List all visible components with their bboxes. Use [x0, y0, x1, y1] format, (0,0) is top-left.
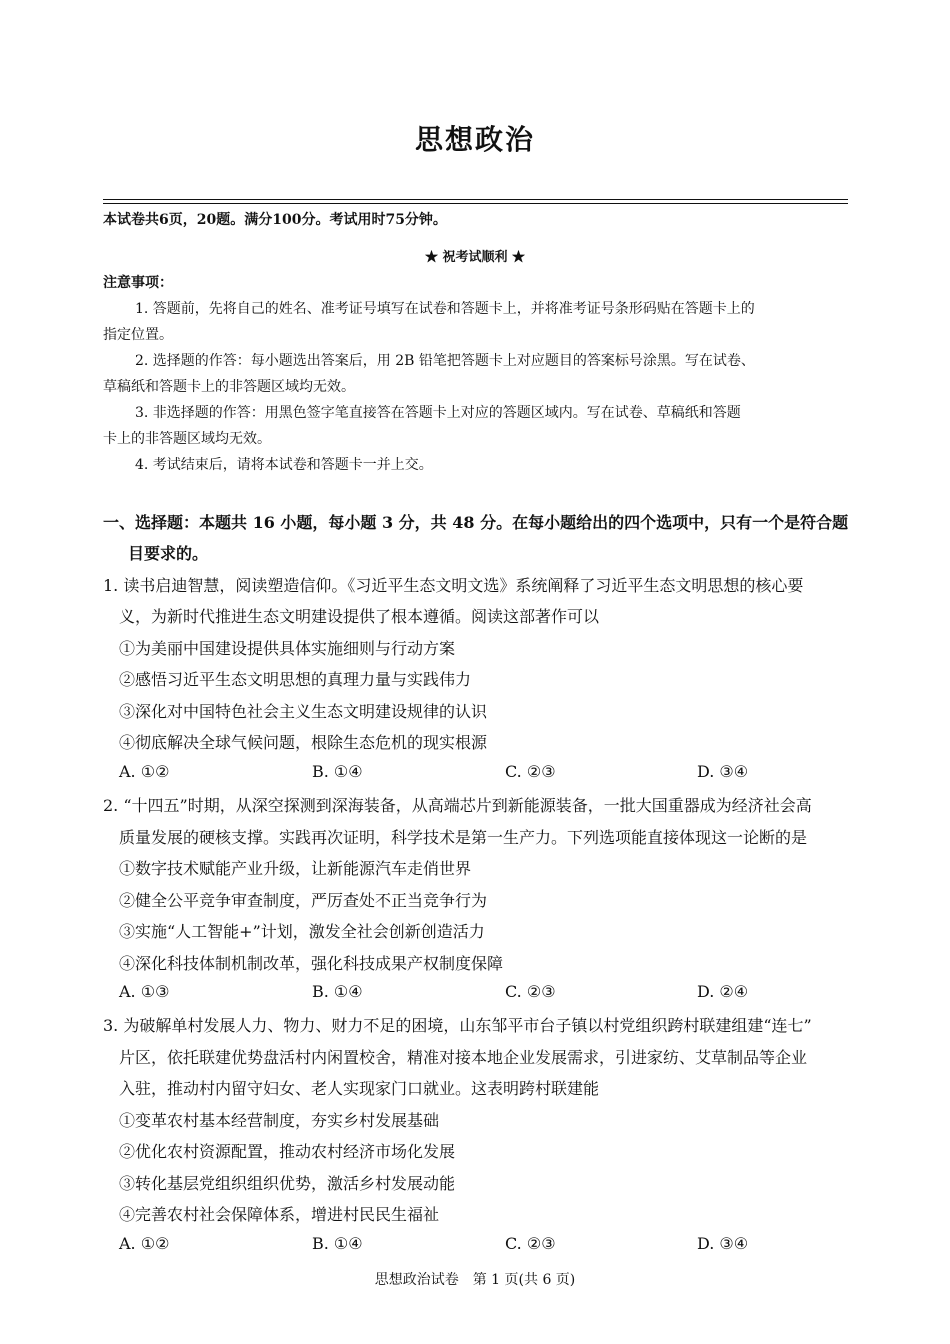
question-1-option: ②感悟习近平生态文明思想的真理力量与实践伟力 [119, 670, 472, 689]
question-3-option: ①变革农村基本经营制度，夯实乡村发展基础 [119, 1111, 440, 1130]
section-heading-cont: 目要求的。 [128, 544, 209, 563]
notice-line: 3. 非选择题的作答：用黑色签字笔直接答在答题卡上对应的答题区域内。写在试卷、草稿纸和答题 [135, 405, 741, 421]
question-3-option: ②优化农村资源配置，推动农村经济市场化发展 [119, 1142, 456, 1161]
page-footer: 思想政治试卷 第 1 页(共 6 页) [374, 1272, 576, 1288]
question-2-choice-a: A. ①③ [119, 982, 170, 1001]
section-heading: 一、选择题：本题共 16 小题，每小题 3 分，共 48 分。在每小题给出的四个选项中，只有一个是符合题 [103, 513, 849, 532]
notice-line: 4. 考试结束后，请将本试卷和答题卡一并上交。 [135, 457, 433, 473]
question-1-choice-a: A. ①② [119, 762, 170, 781]
question-1-option: ③深化对中国特色社会主义生态文明建设规律的认识 [119, 702, 488, 721]
question-2-stem: 2. “十四五”时期，从深空探测到深海装备，从高端芯片到新能源装备，一批大国重器成为经济社会高 [103, 796, 812, 815]
question-1-choice-d: D. ③④ [697, 762, 749, 781]
header-rule-bottom [103, 203, 848, 204]
page-title: 思想政治 [414, 123, 535, 156]
notice-line: 1. 答题前，先将自己的姓名、准考证号填写在试卷和答题卡上，并将准考证号条形码贴在答题卡上的 [135, 301, 755, 317]
question-2-choice-b: B. ①④ [312, 982, 363, 1001]
question-2-stem: 质量发展的硬核支撑。实践再次证明，科学技术是第一生产力。下列选项能直接体现这一论断的是 [119, 828, 808, 847]
question-3-option: ③转化基层党组织组织优势，激活乡村发展动能 [119, 1174, 456, 1193]
question-2-option: ④深化科技体制机制改革，强化科技成果产权制度保障 [119, 954, 504, 973]
question-1-stem: 义，为新时代推进生态文明建设提供了根本遵循。阅读这部著作可以 [119, 607, 600, 626]
question-3-choice-b: B. ①④ [312, 1234, 363, 1253]
notice-title: 注意事项： [103, 275, 173, 291]
question-1-option: ①为美丽中国建设提供具体实施细则与行动方案 [119, 639, 456, 658]
notice-line: 2. 选择题的作答：每小题选出答案后，用 2B 铅笔把答题卡上对应题目的答案标号涂黑。写在试卷、 [135, 353, 755, 369]
wish-line: ★ 祝考试顺利 ★ [424, 250, 526, 265]
question-1-option: ④彻底解决全球气候问题，根除生态危机的现实根源 [119, 733, 488, 752]
question-3-choice-a: A. ①② [119, 1234, 170, 1253]
question-1-stem: 1. 读书启迪智慧，阅读塑造信仰。《习近平生态文明文选》系统阐释了习近平生态文明思想的核心要 [103, 576, 804, 595]
question-3-stem: 3. 为破解单村发展人力、物力、财力不足的困境，山东邹平市台子镇以村党组织跨村联建组建“连七” [103, 1016, 812, 1035]
notice-line: 草稿纸和答题卡上的非答题区域均无效。 [103, 379, 355, 395]
notice-line: 卡上的非答题区域均无效。 [103, 431, 271, 447]
question-3-stem: 片区，依托联建优势盘活村内闲置校舍，精准对接本地企业发展需求，引进家纺、艾草制品等企业 [119, 1048, 808, 1067]
question-2-choice-d: D. ②④ [697, 982, 749, 1001]
question-2-choice-c: C. ②③ [505, 982, 556, 1001]
notice-line: 指定位置。 [103, 327, 173, 343]
question-3-choice-d: D. ③④ [697, 1234, 749, 1253]
question-3-stem: 入驻，推动村内留守妇女、老人实现家门口就业。这表明跨村联建能 [119, 1079, 600, 1098]
question-3-choice-c: C. ②③ [505, 1234, 556, 1253]
exam-info: 本试卷共6页，20题。满分100分。考试用时75分钟。 [103, 212, 447, 228]
question-2-option: ③实施“人工智能+”计划，激发全社会创新创造活力 [119, 922, 485, 941]
question-2-option: ②健全公平竞争审查制度，严厉查处不正当竞争行为 [119, 891, 488, 910]
question-3-option: ④完善农村社会保障体系，增进村民民生福祉 [119, 1205, 440, 1224]
question-2-option: ①数字技术赋能产业升级，让新能源汽车走俏世界 [119, 859, 472, 878]
question-1-choice-b: B. ①④ [312, 762, 363, 781]
header-rule-top [103, 199, 848, 200]
question-1-choice-c: C. ②③ [505, 762, 556, 781]
